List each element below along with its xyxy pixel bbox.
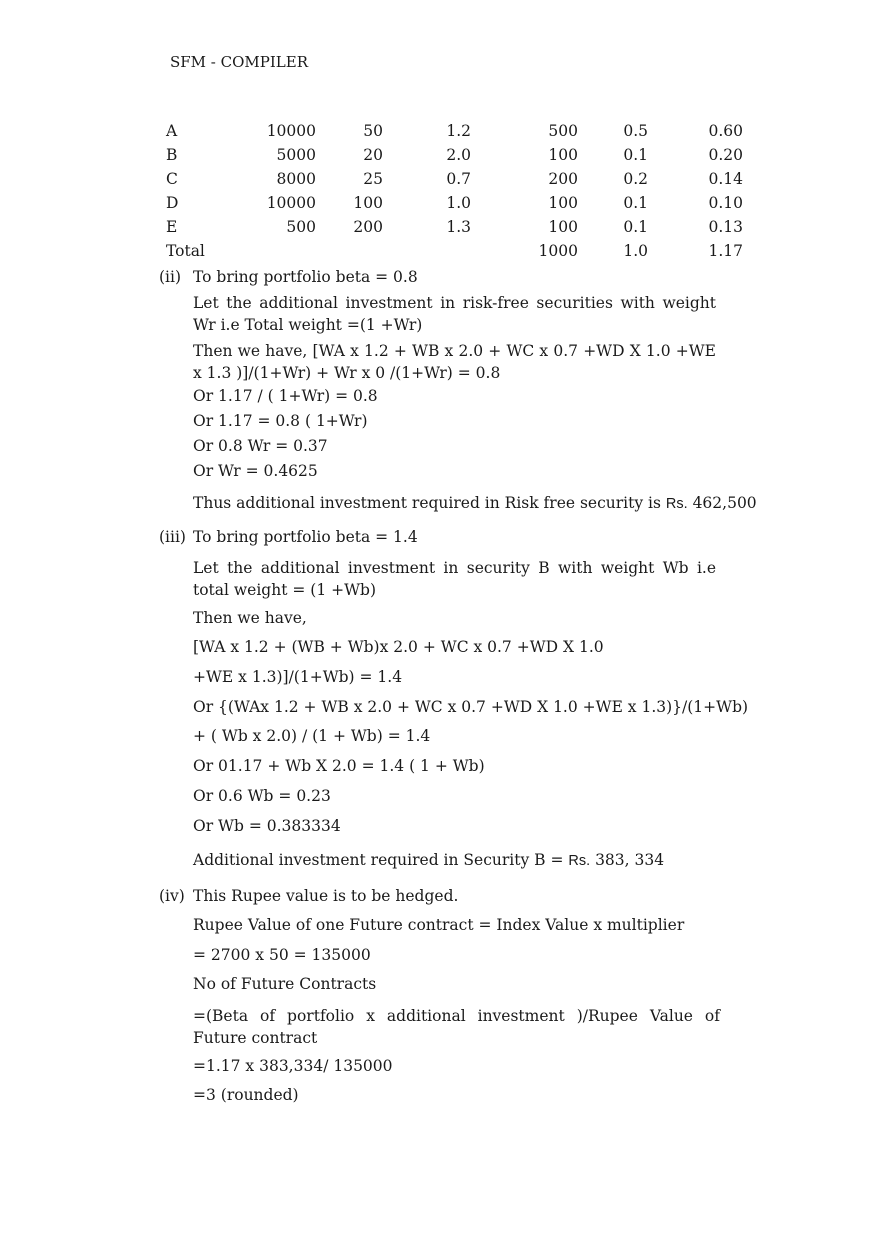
table-cell: 20 [363, 146, 383, 164]
table-cell: 200 [548, 170, 578, 188]
table-cell: 10000 [266, 122, 316, 140]
portfolio-table [166, 119, 743, 263]
section-iii-line-4: Or {(WAx 1.2 + WB x 2.0 + WC x 0.7 +WD X 1.0 +WE x 1.3)}/(1+Wb) [193, 698, 749, 716]
table-row [166, 167, 743, 191]
table-cell: 0.5 [623, 122, 648, 140]
section-ii-paragraph-1: Let the additional investment in risk-free securities with weight Wr i.e Total weight =(1 +Wr) [193, 294, 716, 334]
table-cell: 0.60 [708, 122, 743, 140]
table-cell: 0.14 [708, 170, 743, 188]
section-iv-line-5: =3 (rounded) [193, 1086, 299, 1104]
section-iii-conclusion-amount: 383, 334 [590, 851, 665, 869]
table-cell: 0.7 [446, 170, 471, 188]
section-iii-line-5: + ( Wb x 2.0) / (1 + Wb) = 1.4 [193, 727, 431, 745]
table-cell: 0.10 [708, 194, 743, 212]
section-iii-paragraph-1: Let the additional investment in security B with weight Wb i.e total weight = (1 +Wb) [193, 559, 716, 599]
table-cell: 500 [548, 122, 578, 140]
table-cell: 1.17 [708, 242, 743, 260]
table-cell [216, 239, 316, 263]
table-cell: 0.13 [708, 218, 743, 236]
table-cell: 50 [363, 122, 383, 140]
table-cell: 0.2 [623, 170, 648, 188]
section-iii-line-2: [WA x 1.2 + (WB + Wb)x 2.0 + WC x 0.7 +WD X 1.0 [193, 638, 604, 656]
table-cell: 100 [353, 194, 383, 212]
table-cell: 8000 [276, 170, 316, 188]
section-ii-title: To bring portfolio beta = 0.8 [193, 268, 418, 286]
table-cell: A [166, 122, 178, 140]
section-ii-line-4: Or Wr = 0.4625 [193, 462, 318, 480]
table-cell: 100 [548, 218, 578, 236]
table-cell: E [166, 218, 178, 236]
table-cell: 500 [286, 218, 316, 236]
table-cell: 2.0 [446, 146, 471, 164]
section-iii-line-6: Or 01.17 + Wb X 2.0 = 1.4 ( 1 + Wb) [193, 757, 485, 775]
table-cell [383, 239, 471, 263]
section-iv-line-1: Rupee Value of one Future contract = Index Value x multiplier [193, 916, 685, 934]
table-cell: 1.2 [446, 122, 471, 140]
section-iv-line-2: = 2700 x 50 = 135000 [193, 946, 371, 964]
table-row [166, 215, 743, 239]
section-iv-label: (iv) [159, 887, 185, 905]
table-cell: 100 [548, 194, 578, 212]
section-iii-conclusion [193, 851, 664, 869]
table-cell: Total [166, 242, 205, 260]
table-cell: 200 [353, 218, 383, 236]
section-iii-conclusion-text: Additional investment required in Security B = [193, 851, 569, 869]
section-ii-line-3: Or 0.8 Wr = 0.37 [193, 437, 328, 455]
section-ii-line-2: Or 1.17 = 0.8 ( 1+Wr) [193, 412, 368, 430]
section-iii-title: To bring portfolio beta = 1.4 [193, 528, 418, 546]
section-ii-rupee-symbol: Rs. [665, 496, 688, 512]
table-cell [316, 239, 383, 263]
section-ii-line-1: Or 1.17 / ( 1+Wr) = 0.8 [193, 387, 378, 405]
section-iii-line-7: Or 0.6 Wb = 0.23 [193, 787, 331, 805]
table-cell: 5000 [276, 146, 316, 164]
table-cell: 0.1 [623, 194, 648, 212]
section-iii-label: (iii) [159, 528, 186, 546]
table-cell: 1000 [538, 242, 578, 260]
table-row [166, 119, 743, 143]
section-iii-line-3: +WE x 1.3)]/(1+Wb) = 1.4 [193, 668, 403, 686]
section-iv-line-4: =1.17 x 383,334/ 135000 [193, 1057, 393, 1075]
table-cell: 1.0 [623, 242, 648, 260]
section-ii-conclusion-text: Thus additional investment required in Risk free security is [193, 494, 666, 512]
section-ii-conclusion [193, 494, 757, 512]
table-cell: 0.20 [708, 146, 743, 164]
table-row [166, 239, 743, 263]
section-iii-line-1: Then we have, [193, 609, 307, 627]
section-ii-label: (ii) [159, 268, 182, 286]
table-cell: B [166, 146, 178, 164]
table-cell: D [166, 194, 179, 212]
table-cell: 100 [548, 146, 578, 164]
table-cell: 25 [363, 170, 383, 188]
table-cell: 0.1 [623, 218, 648, 236]
section-iii-rupee-symbol: Rs. [568, 853, 591, 869]
table-cell: C [166, 170, 178, 188]
section-ii-conclusion-amount: 462,500 [687, 494, 757, 512]
section-iii-line-8: Or Wb = 0.383334 [193, 817, 341, 835]
section-iv-line-3: No of Future Contracts [193, 975, 377, 993]
table-cell: 10000 [266, 194, 316, 212]
table-cell: 1.3 [446, 218, 471, 236]
table-cell: 1.0 [446, 194, 471, 212]
table-row [166, 143, 743, 167]
table-row [166, 191, 743, 215]
section-iv-title: This Rupee value is to be hedged. [193, 887, 459, 905]
section-iv-paragraph-1: =(Beta of portfolio x additional investment )/Rupee Value of Future contract [193, 1007, 720, 1047]
page-header: SFM - COMPILER [170, 53, 309, 71]
table-cell: 0.1 [623, 146, 648, 164]
section-ii-paragraph-2: Then we have, [WA x 1.2 + WB x 2.0 + WC x 0.7 +WD X 1.0 +WE x 1.3 )]/(1+Wr) + Wr x 0 /(1+Wr) = 0.8 [193, 342, 716, 382]
